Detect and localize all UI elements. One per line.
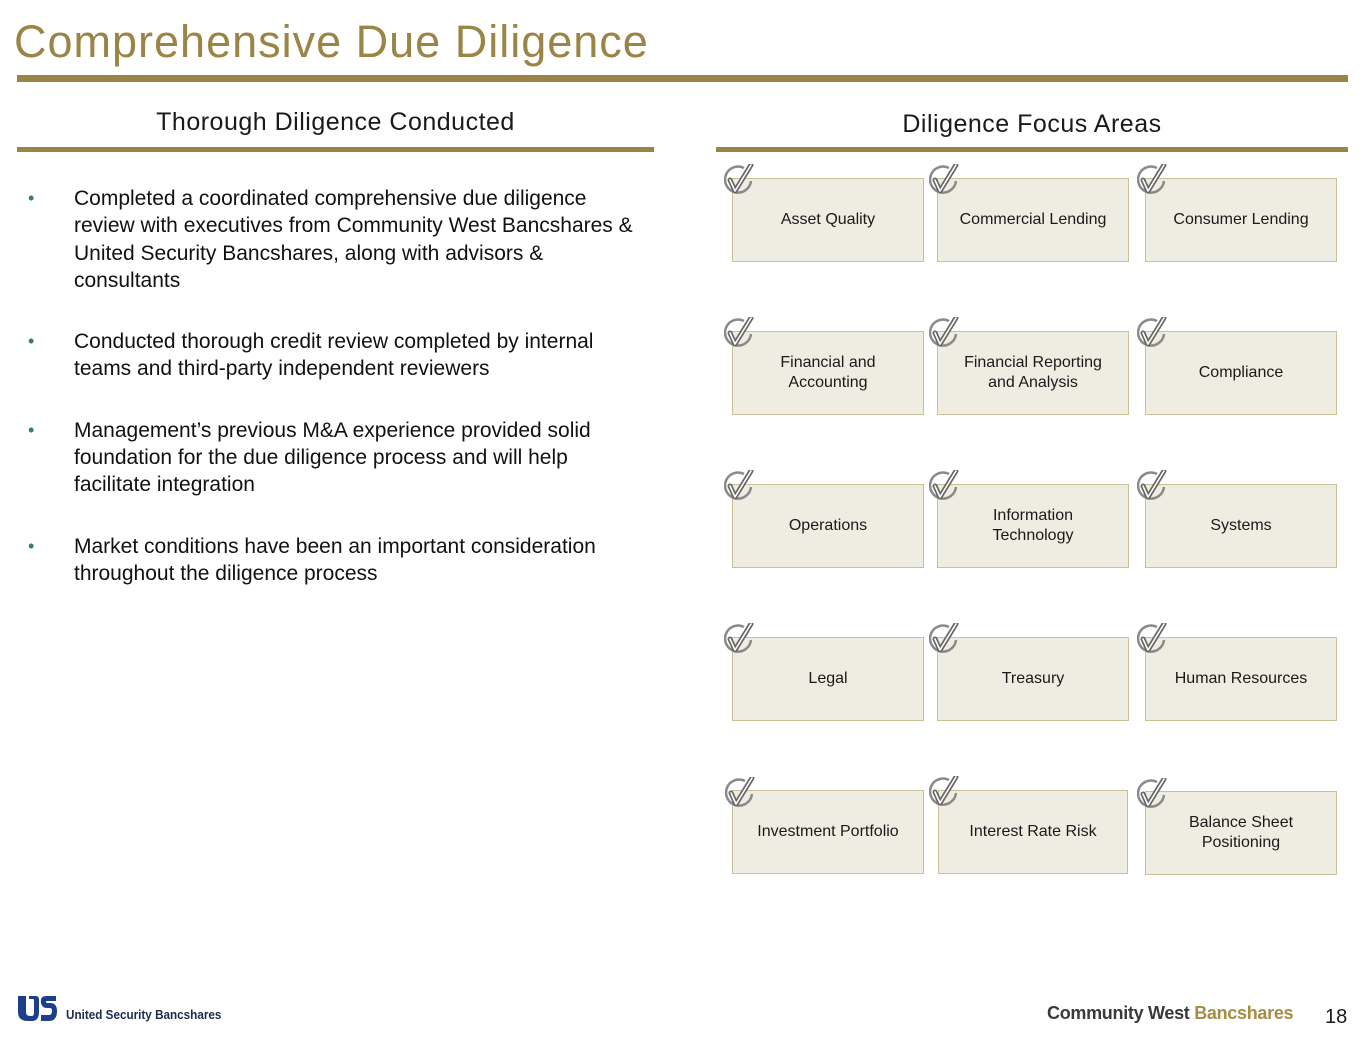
focus-area-box: Investment Portfolio (732, 790, 924, 874)
right-heading-divider (716, 147, 1348, 152)
bullet-item (28, 328, 648, 383)
check-circle-icon (724, 164, 754, 198)
focus-area-box: Financial and Accounting (732, 331, 924, 415)
cwb-logo (1047, 1003, 1293, 1024)
focus-area-box: Human Resources (1145, 637, 1337, 721)
left-heading: Thorough Diligence Conducted (156, 108, 515, 136)
bullet-dot-icon: • (28, 535, 35, 556)
focus-area-box: Operations (732, 484, 924, 568)
focus-area-box: Interest Rate Risk (938, 790, 1128, 874)
check-circle-icon (929, 470, 959, 504)
page-title: Comprehensive Due Diligence (14, 16, 649, 67)
check-circle-icon (724, 623, 754, 657)
focus-area-box: Legal (732, 637, 924, 721)
bullet-dot-icon: • (28, 331, 35, 352)
bullet-list (28, 185, 648, 621)
focus-area-box: Systems (1145, 484, 1337, 568)
title-divider (17, 75, 1348, 82)
bullet-text: Conducted thorough credit review completed by internal teams and third-party independent reviewers (74, 330, 594, 381)
check-circle-icon (1137, 164, 1167, 198)
usb-logo-text: United Security Bancshares (66, 1007, 222, 1022)
focus-area-box: Consumer Lending (1145, 178, 1337, 262)
check-circle-icon (929, 164, 959, 198)
check-circle-icon (724, 317, 754, 351)
check-circle-icon (724, 470, 754, 504)
page-number: 18 (1325, 1006, 1348, 1028)
check-circle-icon (1137, 623, 1167, 657)
usb-logo (16, 994, 239, 1022)
right-heading: Diligence Focus Areas (902, 110, 1162, 138)
bullet-dot-icon: • (28, 419, 35, 440)
focus-area-box: Asset Quality (732, 178, 924, 262)
focus-area-box: Compliance (1145, 331, 1337, 415)
focus-area-box: Information Technology (937, 484, 1129, 568)
focus-area-box: Balance Sheet Positioning (1145, 791, 1337, 875)
focus-area-box: Commercial Lending (937, 178, 1129, 262)
usb-logo-icon (16, 994, 58, 1022)
bullet-text: Market conditions have been an important consideration throughout the diligence process (74, 534, 596, 585)
bullet-text: Completed a coordinated comprehensive due diligence review with executives from Community West Bancshares & United Security Bancshares, along with advisors & consultants (74, 187, 633, 292)
cwb-logo-part1: Community West (1047, 1003, 1190, 1023)
bullet-item (28, 417, 648, 499)
bullet-item (28, 533, 648, 588)
focus-area-box: Financial Reporting and Analysis (937, 331, 1129, 415)
focus-area-box: Treasury (937, 637, 1129, 721)
bullet-item (28, 185, 648, 294)
check-circle-icon (929, 776, 959, 810)
bullet-dot-icon: • (28, 188, 35, 208)
check-circle-icon (1137, 778, 1167, 812)
check-circle-icon (1137, 317, 1167, 351)
check-circle-icon (929, 623, 959, 657)
check-circle-icon (1137, 470, 1167, 504)
bullet-text: Management’s previous M&A experience provided solid foundation for the due diligence process and will help facilitate integration (74, 418, 591, 497)
check-circle-icon (929, 317, 959, 351)
cwb-logo-part2: Bancshares (1194, 1003, 1294, 1023)
check-circle-icon (725, 777, 755, 811)
left-heading-divider (17, 147, 654, 152)
